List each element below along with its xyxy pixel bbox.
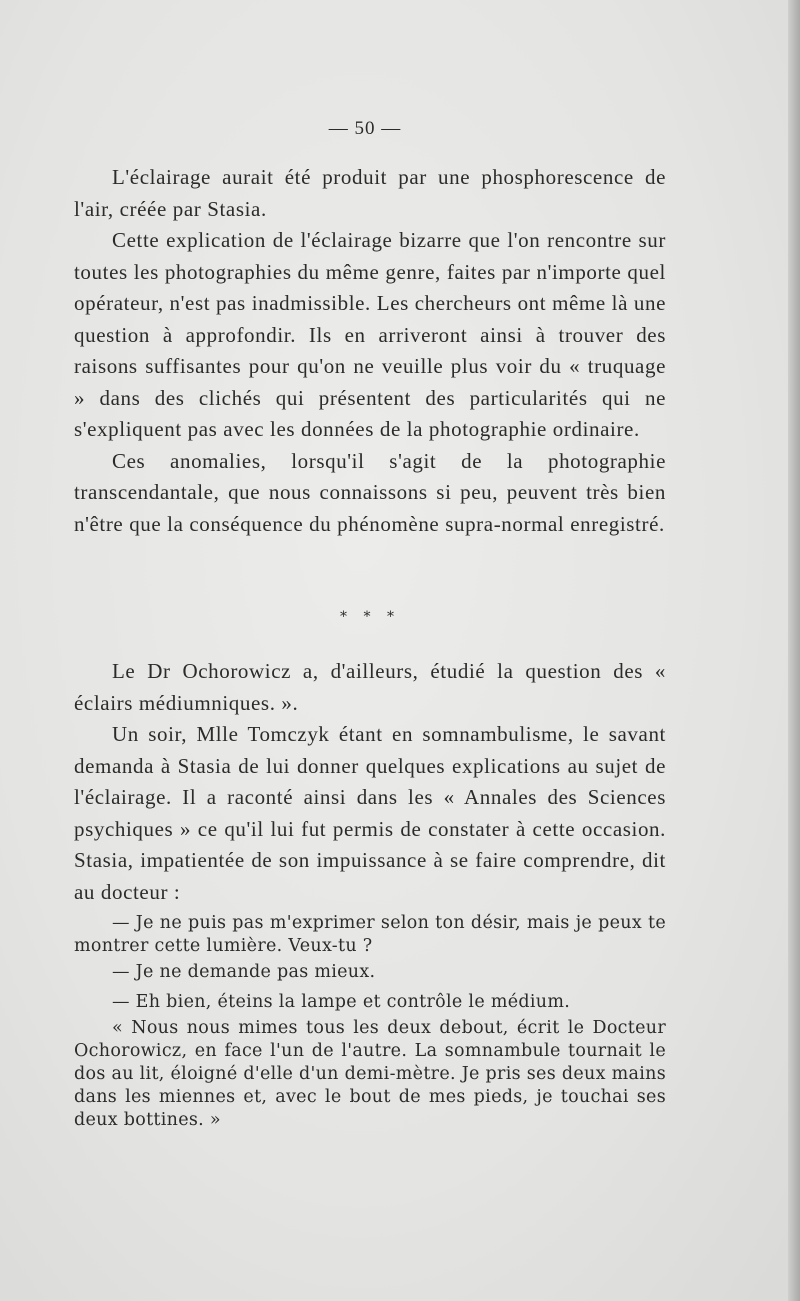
paragraph: Cette explication de l'éclairage bizarre que l'on rencontre sur toutes les photographies du même genre, faites par n'importe quel opérateur, n'est pas inadmissible. Les chercheurs ont même là une question à approfondir. Ils en arriveront ainsi à trouver des raisons suffisantes pour qu'on ne veuille plus voir du « truquage » dans des clichés qui présentent des particularités qui ne s'expliquent pas avec les données de la photographie ordinaire. [74,228,666,441]
text-block-top [74,162,666,540]
dialogue-line: — Eh bien, éteins la lampe et contrôle le médium. [112,991,571,1012]
text-block-middle [74,656,666,908]
paragraph: Le Dr Ochorowicz a, d'ailleurs, étudié la question des « éclairs médiumniques. ». [74,659,666,715]
page-edge [788,0,800,1301]
dialogue-line: — Je ne puis pas m'exprimer selon ton désir, mais je peux te montrer cette lumière. Veux-tu ? [74,913,666,956]
paragraph: L'éclairage aurait été produit par une phosphorescence de l'air, créée par Stasia. [74,165,666,221]
dialogue-line: — Je ne demande pas mieux. [112,962,376,982]
page-number: — 50 — [328,118,402,139]
section-ornament: * * * [340,609,400,625]
paragraph: Un soir, Mlle Tomczyk étant en somnambulisme, le savant demanda à Stasia de lui donner quelques explications au sujet de l'éclairage. Il a raconté ainsi dans les « Annales des Sciences psychiques » ce qu'il lui fut permis de constater à cette occasion. Stasia, impatientée de son impuissance à se faire comprendre, dit au docteur : [74,722,666,904]
quoted-paragraph: « Nous nous mimes tous les deux debout, écrit le Docteur Ochorowicz, en face l'un de l'autre. La somnambule tournait le dos au lit, éloigné d'elle d'un demi-mètre. Je pris ses deux mains dans les miennes et, avec le bout de mes pieds, je touchai ses deux bottines. » [74,1018,666,1130]
text-block-bottom [74,912,666,1132]
paragraph: Ces anomalies, lorsqu'il s'agit de la photographie transcendantale, que nous connaissons si peu, peuvent très bien n'être que la conséquence du phénomène supra-normal enregistré. [74,448,666,536]
